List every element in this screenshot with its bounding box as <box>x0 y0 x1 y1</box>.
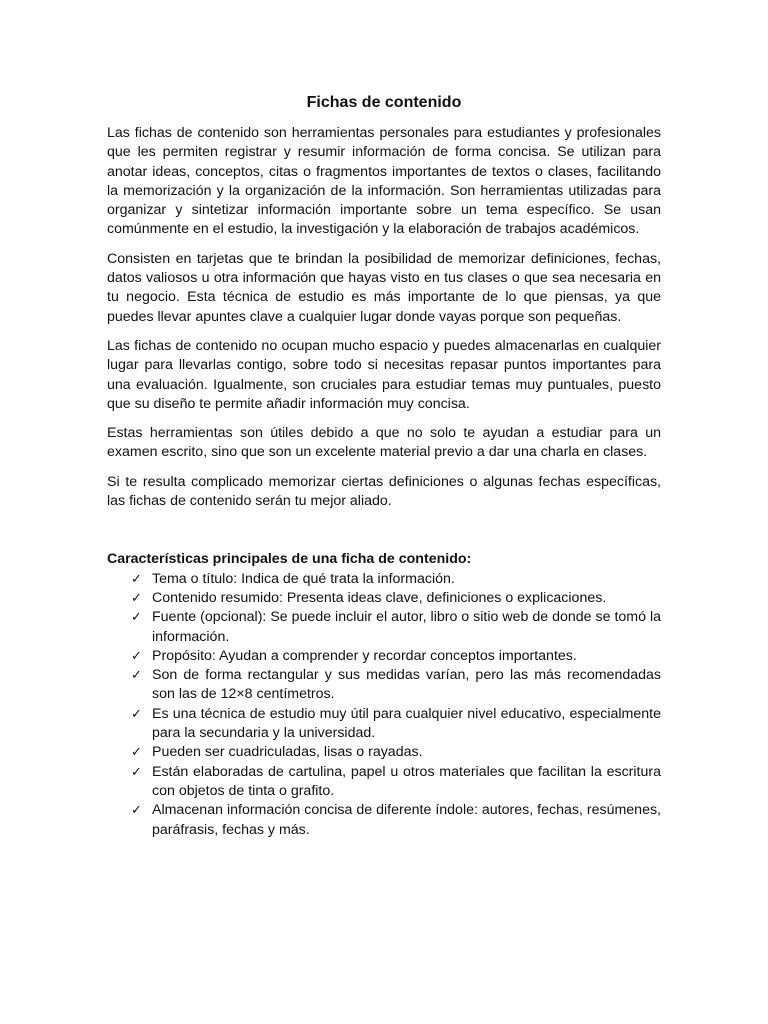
check-icon: ✓ <box>131 590 142 606</box>
check-icon: ✓ <box>131 803 142 819</box>
list-item-text: Propósito: Ayudan a comprender y recordar conceptos importantes. <box>152 647 577 664</box>
check-icon: ✓ <box>131 706 142 722</box>
check-icon: ✓ <box>131 610 142 626</box>
paragraph-intro: Las fichas de contenido son herramientas personales para estudiantes y profesionales que les permiten registrar y resumir información de forma concisa. Se utilizan para anotar ideas, conceptos, citas o fragmentos importantes de textos o clases, facilitando la memorización y la organización de la información. Son herramientas utilizadas para organizar y sintetizar información importante sobre un tema específico. Se usan comúnmente en el estudio, la investigación y la elaboración de trabajos académicos. <box>107 125 661 238</box>
list-item <box>107 743 661 762</box>
list-item <box>107 570 661 589</box>
check-icon: ✓ <box>131 745 142 761</box>
list-item-text: Tema o título: Indica de qué trata la información. <box>152 570 455 587</box>
check-icon: ✓ <box>131 648 142 664</box>
paragraph-espacio: Las fichas de contenido no ocupan mucho espacio y puedes almacenarlas en cualquier lugar para llevarlas contigo, sobre todo si necesitas repasar puntos importantes para una evaluación. Igualmente, son cruciales para estudiar temas muy puntuales, puesto que su diseño te permite añadir información muy concisa. <box>107 337 661 412</box>
list-item <box>107 647 661 666</box>
list-item-text: Son de forma rectangular y sus medidas varían, pero las más recomendadas son las de 12×8 centímetros. <box>152 667 661 703</box>
document-title: Fichas de contenido <box>306 94 462 111</box>
paragraph-tarjetas: Consisten en tarjetas que te brindan la posibilidad de memorizar definiciones, fechas, datos valiosos u otra información que hayas visto en tus clases o que sea necesaria en tu negocio. Esta técnica de estudio es más importante de lo que piensas, ya que puedes llevar apuntes clave a cualquier lugar donde vayas porque son pequeñas. <box>107 250 661 325</box>
list-item-text: Almacenan información concisa de diferente índole: autores, fechas, resúmenes, paráfrasis, fechas y más. <box>152 802 661 838</box>
list-item-text: Es una técnica de estudio muy útil para cualquier nivel educativo, especialmente para la secundaria y la universidad. <box>152 705 661 742</box>
check-icon: ✓ <box>131 571 142 587</box>
section-heading: Características principales de una ficha de contenido: <box>107 551 472 568</box>
list-item-text: Pueden ser cuadriculadas, lisas o rayadas. <box>152 744 423 761</box>
list-item-text: Están elaboradas de cartulina, papel u otros materiales que facilitan la escritura con objetos de tinta o grafito. <box>152 763 661 799</box>
paragraph-aliado: Si te resulta complicado memorizar ciertas definiciones o algunas fechas específicas, las fichas de contenido serán tu mejor aliado. <box>107 473 661 510</box>
characteristics-list <box>107 570 661 840</box>
list-item <box>107 608 661 647</box>
paragraph-utiles: Estas herramientas son útiles debido a que no solo te ayudan a estudiar para un examen escrito, sino que son un excelente material previo a dar una charla en clases. <box>107 425 661 461</box>
list-item <box>107 589 661 608</box>
check-icon: ✓ <box>131 668 142 684</box>
list-item-text: Contenido resumido: Presenta ideas clave, definiciones o explicaciones. <box>152 589 607 606</box>
list-item-text: Fuente (opcional): Se puede incluir el autor, libro o sitio web de donde se tomó la información. <box>152 609 661 645</box>
list-item <box>107 666 661 705</box>
list-item <box>107 705 661 744</box>
document-page <box>107 92 661 840</box>
list-item <box>107 763 661 802</box>
list-item <box>107 801 661 840</box>
check-icon: ✓ <box>131 764 142 780</box>
